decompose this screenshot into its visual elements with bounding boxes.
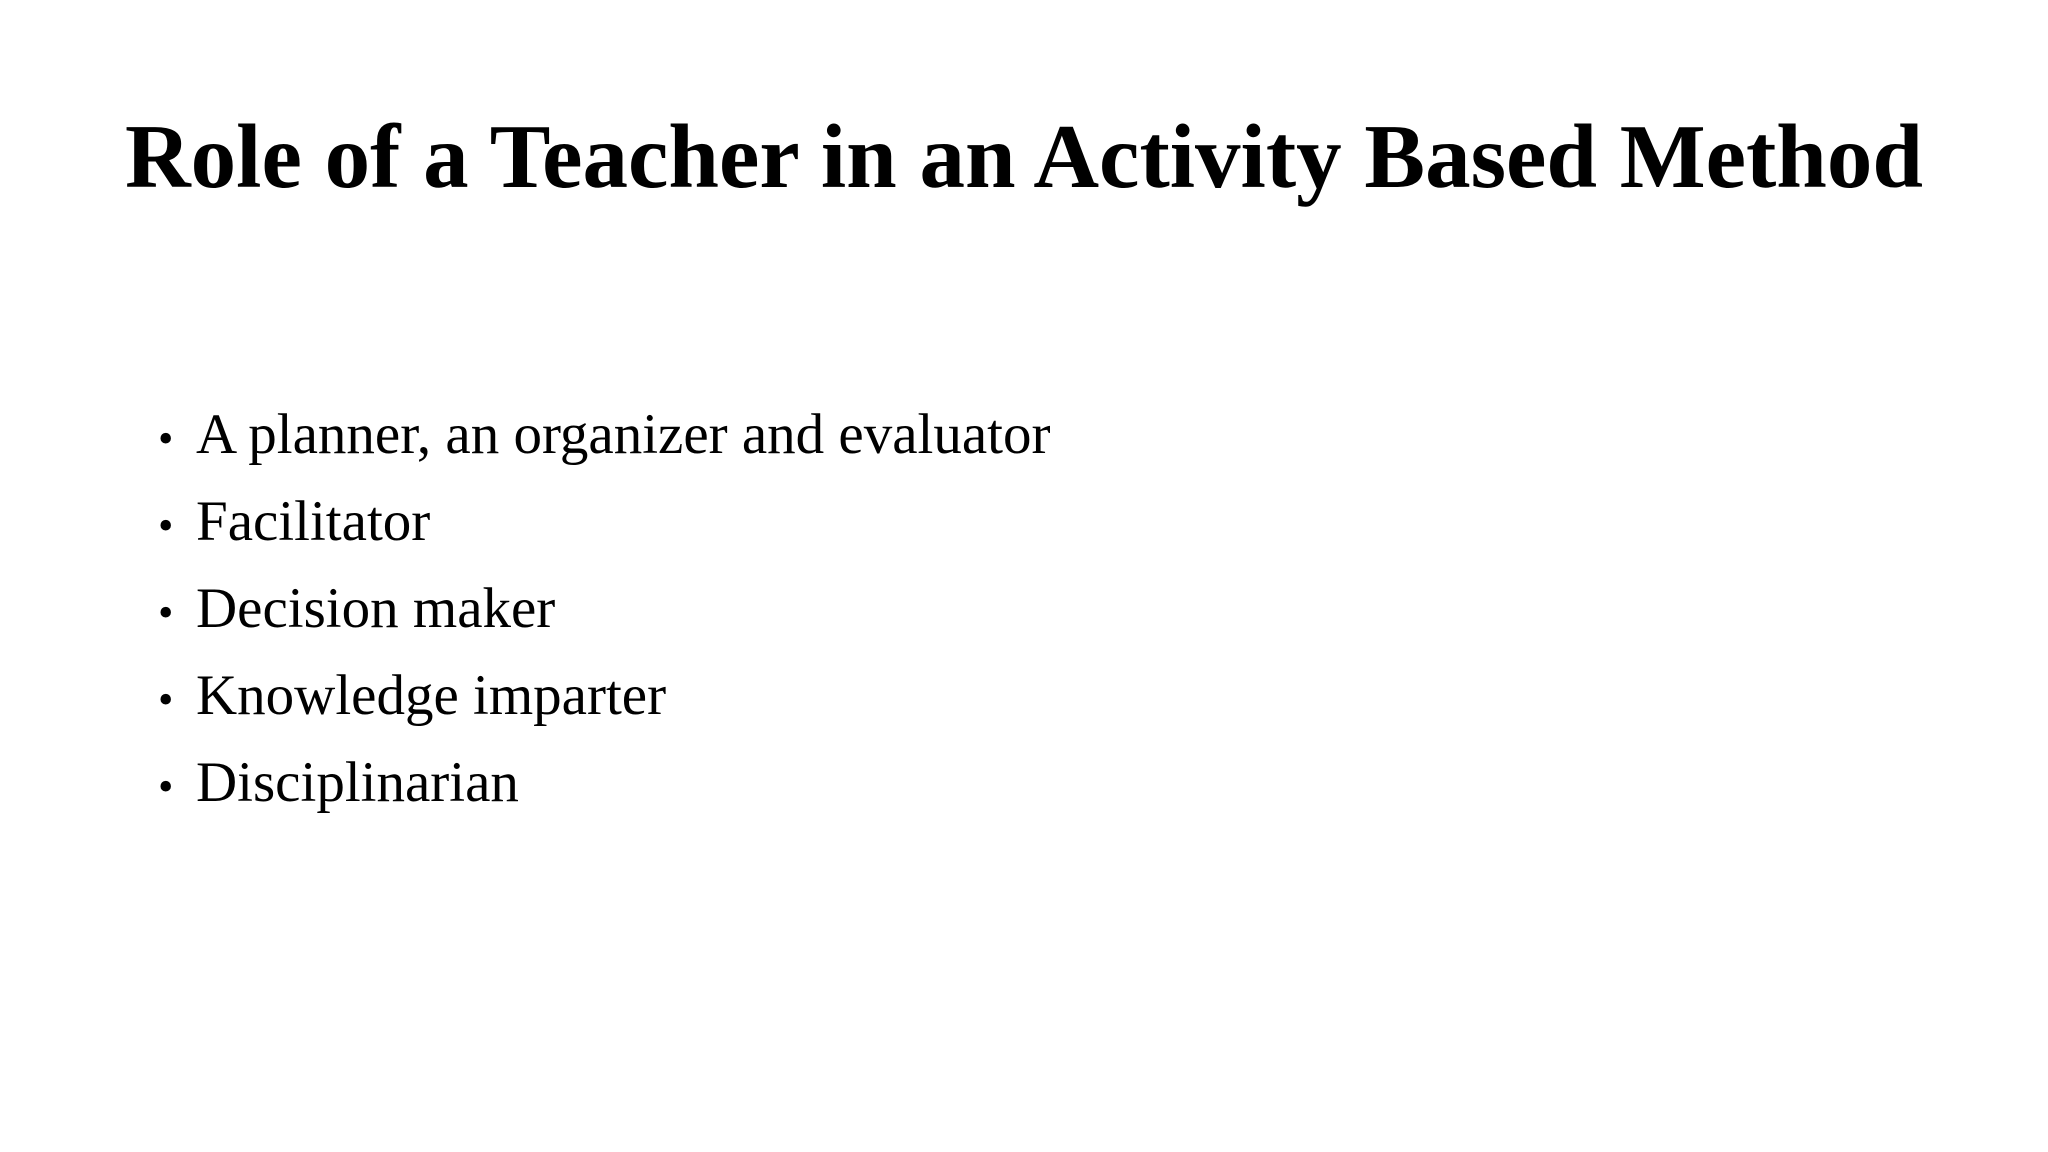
list-item: [158, 748, 1050, 835]
bullet-icon: •: [158, 501, 174, 550]
bullet-icon: •: [158, 762, 174, 811]
bullet-icon: •: [158, 414, 174, 463]
bullet-icon: •: [158, 675, 174, 724]
list-item-text: A planner, an organizer and evaluator: [196, 403, 1051, 466]
list-item: [158, 574, 1050, 661]
list-item-text: Facilitator: [196, 490, 431, 553]
list-item-text: Disciplinarian: [196, 751, 519, 814]
list-item: [158, 487, 1050, 574]
list-item: [158, 400, 1050, 487]
list-item-text: Decision maker: [196, 577, 556, 640]
bullet-icon: •: [158, 588, 174, 637]
list-item: [158, 661, 1050, 748]
bullet-list: [158, 400, 1050, 835]
list-item-text: Knowledge imparter: [196, 664, 667, 727]
slide-title: Role of a Teacher in an Activity Based Method: [124, 106, 1924, 207]
